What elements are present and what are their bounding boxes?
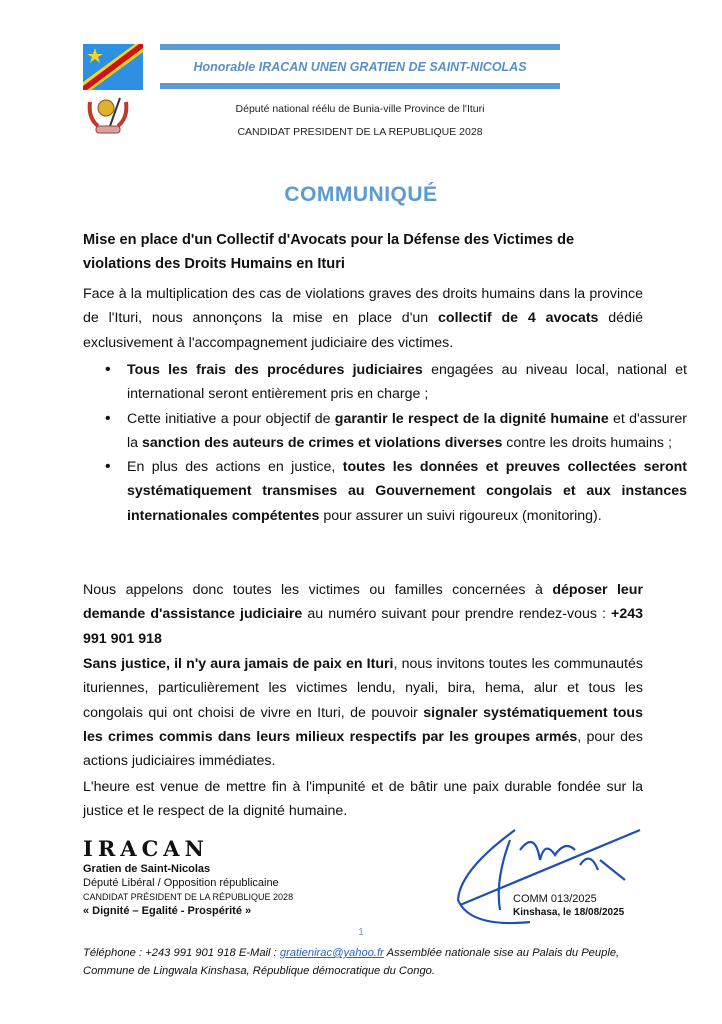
- bold-text-segment: Tous les frais des procédures judiciaires: [127, 362, 423, 378]
- bullet-list: [83, 358, 687, 528]
- page-number: 1: [358, 927, 364, 938]
- header-subtitle: Député national réélu de Bunia-ville Province de l'Ituri: [235, 103, 485, 115]
- bullet-item: [127, 358, 687, 407]
- drc-flag-icon: [83, 44, 143, 90]
- text-segment: au numéro suivant pour prendre rendez-vous :: [302, 606, 612, 623]
- bullet-item: [127, 455, 687, 528]
- footer-email-link[interactable]: gratienirac@yahoo.fr: [279, 947, 384, 959]
- place-date: Kinshasa, le 18/08/2025: [513, 907, 625, 918]
- bold-text-segment: collectif de 4 avocats: [438, 310, 599, 327]
- text-segment: Cette initiative a pour objectif de: [127, 410, 335, 427]
- bold-text-segment: déposer leur demande d'assistance judiciaire: [83, 582, 643, 623]
- bold-text-segment: Sans justice, il n'y aura jamais de paix en Ituri: [83, 656, 394, 672]
- text-segment: Nous appelons donc toutes les victimes ou familles concernées à: [83, 582, 553, 598]
- coat-of-arms-icon: [86, 96, 130, 136]
- text-segment: engagées au niveau local, national et international seront entièrement pris en charge ;: [127, 362, 687, 403]
- footer-phone: Téléphone : +243 991 901 918 E-Mail :: [83, 947, 280, 959]
- signatory-motto: « Dignité – Egalité - Prospérité »: [83, 905, 252, 917]
- signatory-role: Député Libéral / Opposition républicaine: [83, 877, 279, 889]
- reference-block: [513, 892, 624, 920]
- bold-text-segment: sanction des auteurs de crimes et violations diverses: [141, 434, 503, 451]
- bold-text-segment: garantir le respect de la dignité humaine: [334, 410, 609, 427]
- bold-text-segment: +243 991 901 918: [83, 606, 643, 647]
- text-segment: En plus des actions en justice,: [127, 459, 343, 476]
- header-candidacy: CANDIDAT PRESIDENT DE LA REPUBLIQUE 2028: [237, 126, 483, 138]
- header-bar-top: [160, 44, 560, 50]
- bold-text-segment: signaler systématiquement tous les crimes commis dans leurs milieux respectifs par les groupes armés: [83, 704, 643, 745]
- document-title: COMMUNIQUÉ: [284, 183, 438, 206]
- intro-paragraph: [83, 282, 643, 355]
- justice-paragraph: [83, 652, 643, 773]
- bold-text-segment: toutes les données et preuves collectées seront systématiquement transmises au Gouvernement congolais et aux instances internationales compétentes: [127, 459, 688, 524]
- text-segment: L'heure est venue de mettre fin à l'impunité et de bâtir une paix durable fondée sur la justice et le respect de la dignité humaine.: [83, 779, 643, 820]
- signatory-name: Gratien de Saint-Nicolas: [83, 863, 211, 875]
- text-segment: et d'assurer la: [127, 410, 687, 451]
- appeal-paragraph: [83, 578, 643, 651]
- text-segment: pour assurer un suivi rigoureux (monitoring).: [319, 507, 602, 524]
- text-segment: contre les droits humains ;: [502, 434, 672, 451]
- text-segment: dédié exclusivement à l'accompagnement judiciaire des victimes.: [83, 310, 644, 351]
- footer: [83, 944, 643, 980]
- document-heading: Mise en place d'un Collectif d'Avocats pour la Défense des Victimes de violations des Droits Humains en Ituri: [83, 232, 575, 273]
- bullet-item: [127, 407, 687, 456]
- text-segment: , nous invitons toutes les communautés ituriennes, particulièrement les victimes lendu, nyali, bira, hema, alur et tous les congolais qui ont choisi de vivre en Ituri, de pouvoir: [83, 656, 643, 721]
- communique-reference: COMM 013/2025: [513, 893, 597, 905]
- header-bar-bottom: [160, 83, 560, 89]
- signatory-surname: IRACAN: [83, 836, 209, 861]
- signatory-candidacy: CANDIDAT PRÉSIDENT DE LA RÉPUBLIQUE 2028: [83, 892, 294, 902]
- text-segment: , pour des actions judiciaires immédiates.: [83, 728, 643, 770]
- signature-block: [83, 836, 293, 918]
- text-segment: Face à la multiplication des cas de violations graves des droits humains dans la province de l'Ituri, nous annonçons la mise en place d'un: [83, 286, 643, 327]
- header-name: Honorable IRACAN UNEN GRATIEN DE SAINT-NICOLAS: [193, 60, 527, 74]
- footer-address: Assemblée nationale sise au Palais du Peuple, Commune de Lingwala Kinshasa, République démocratique du Congo.: [83, 947, 620, 977]
